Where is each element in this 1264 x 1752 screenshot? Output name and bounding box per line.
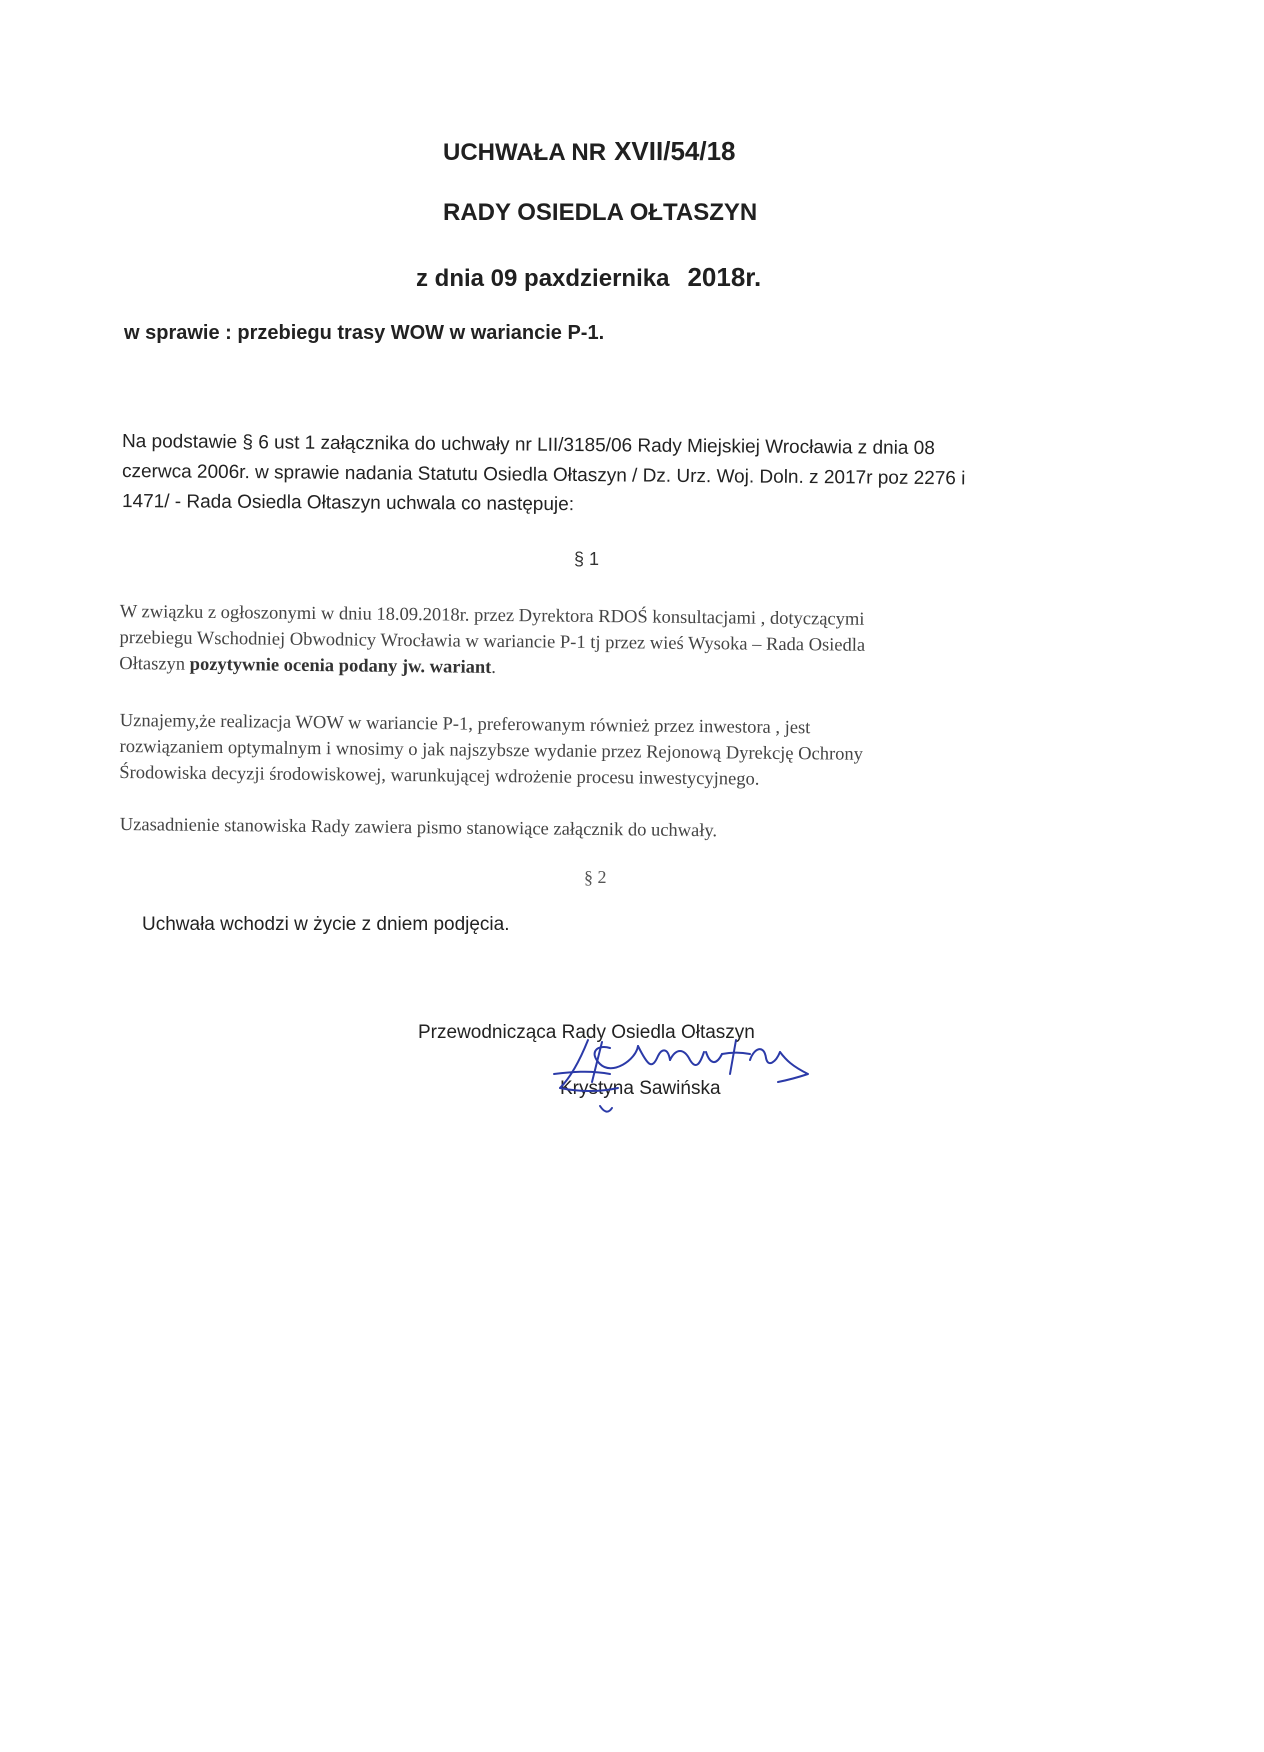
section-1-mark: § 1 — [574, 549, 600, 569]
signatory-title: Przewodnicząca Rady Osiedla Ołtaszyn — [418, 1022, 755, 1043]
paragraph-line: Uznajemy,że realizacja WOW w wariancie P-1, preferowanym również przez inwestora , jest — [119, 710, 811, 739]
signature-strokes — [554, 1040, 808, 1112]
resolution-date-year: 2018r. — [687, 262, 762, 292]
section-1-paragraph-2 — [119, 708, 1020, 795]
council-name: RADY OSIEDLA OŁTASZYN — [443, 199, 758, 226]
resolution-number: XVII/54/18 — [614, 136, 736, 166]
paragraph-line: rozwiązaniem optymalnym i wnosimy o jak najszybsze wydanie przez Rejonową Dyrekcję Ochrony — [119, 736, 864, 765]
paragraph-line: Środowiska decyzji środowiskowej, warunkującej wdrożenie procesu inwestycyjnego. — [119, 762, 760, 790]
legal-basis — [122, 427, 1062, 517]
handwritten-signature-icon — [540, 1030, 820, 1120]
legal-basis-line: 1471/ - Rada Osiedla Ołtaszyn uchwala co następuje: — [121, 491, 575, 516]
entry-into-force: Uchwała wchodzi w życie z dniem podjęcia. — [142, 914, 510, 935]
resolution-title — [443, 136, 736, 167]
legal-basis-line: Na podstawie § 6 ust 1 załącznika do uchwały nr LII/3185/06 Rady Miejskiej Wrocławia z dnia 08 — [121, 431, 935, 460]
resolution-title-prefix: UCHWAŁA NR — [443, 139, 607, 166]
resolution-date-text: z dnia 09 paxdziernika — [416, 265, 670, 292]
resolution-date — [416, 262, 761, 293]
section-2-mark: § 2 — [584, 867, 607, 887]
section-1-paragraph-3 — [120, 812, 1020, 847]
paragraph-line-start: Ołtaszyn — [119, 653, 190, 675]
paragraph-line: Uzasadnienie stanowiska Rady zawiera pismo stanowiące załącznik do uchwały. — [119, 814, 718, 842]
section-1-paragraph-1 — [119, 599, 1020, 686]
signatory-name: Krystyna Sawińska — [560, 1078, 721, 1099]
paragraph-line-end: . — [491, 657, 497, 678]
paragraph-line: przebiegu Wschodniej Obwodnicy Wrocławia w wariancie P-1 tj przez wieś Wysoka – Rada Osiedla — [119, 627, 866, 656]
resolution-subject: w sprawie : przebiegu trasy WOW w wariancie P-1. — [124, 322, 605, 344]
positive-assessment-text: pozytywnie ocenia podany jw. wariant — [189, 654, 492, 678]
paragraph-line: W związku z ogłoszonymi w dniu 18.09.2018r. przez Dyrektora RDOŚ konsultacjami , dotyczącymi — [119, 601, 865, 630]
legal-basis-line: czerwca 2006r. w sprawie nadania Statutu Osiedla Ołtaszyn / Dz. Urz. Woj. Doln. z 2017r poz 2276 i — [121, 461, 966, 490]
